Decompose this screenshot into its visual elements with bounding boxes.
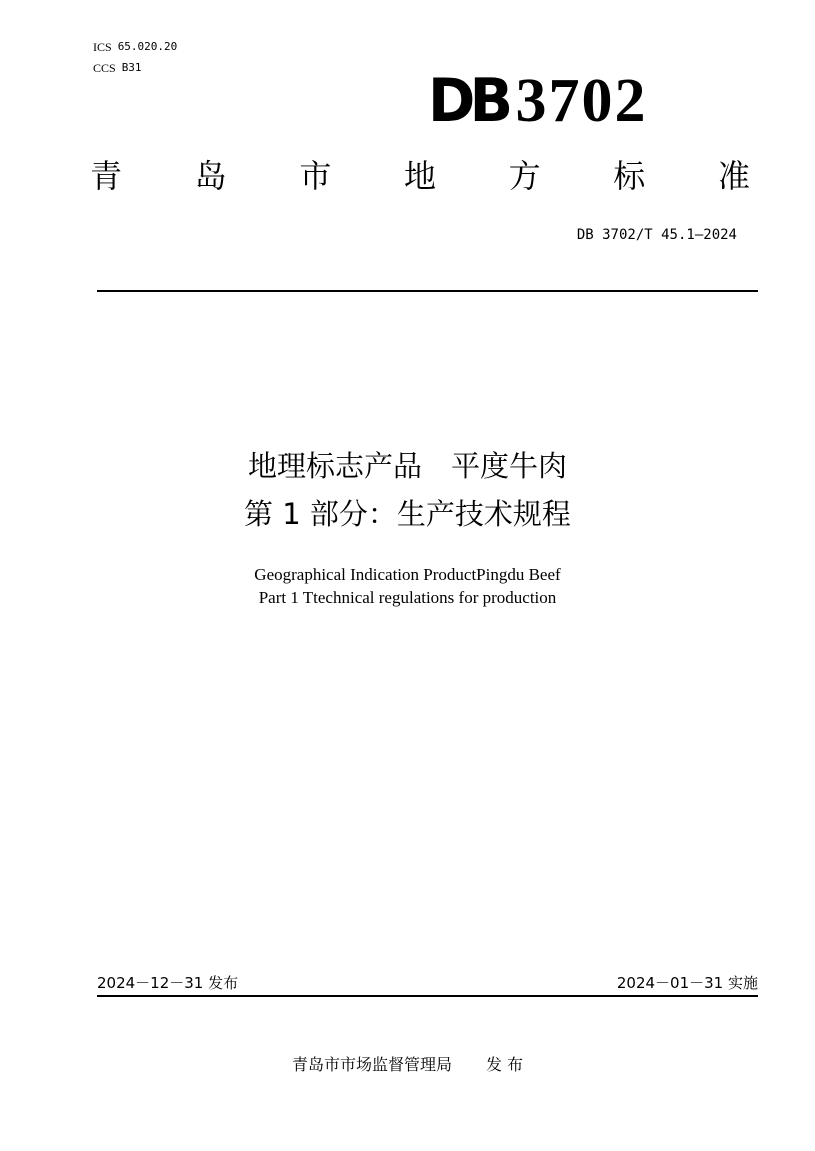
standard-type-char: 青	[90, 157, 123, 195]
title-en-line2: Part 1 Ttechnical regulations for production	[258, 588, 557, 607]
standard-type-char: 标	[613, 157, 646, 195]
implement-date: 2024－01－31 实施	[616, 974, 758, 992]
issuer-action: 发 布	[485, 1055, 524, 1074]
db-logo-letters: DB	[428, 66, 508, 136]
ics-value: 65.020.20	[117, 40, 178, 53]
issuer-name: 青岛市市场监督管理局	[291, 1055, 452, 1074]
ics-line	[93, 40, 177, 54]
title-cn-line2: 第 1 部分：生产技术规程	[244, 497, 571, 531]
header-divider	[97, 290, 758, 292]
standard-type-char: 地	[403, 157, 436, 195]
issuer	[0, 1054, 815, 1076]
ics-label: ICS	[93, 40, 112, 54]
ccs-line	[93, 61, 142, 75]
ccs-label: CCS	[93, 61, 116, 75]
standard-type-char: 准	[717, 157, 750, 195]
db-logo	[428, 66, 708, 136]
standard-type	[90, 156, 750, 196]
ccs-value: B31	[121, 61, 142, 74]
title-en-line1: Geographical Indication ProductPingdu Beef	[254, 565, 561, 584]
standard-type-char: 方	[508, 157, 541, 195]
db-logo-number: 3702	[515, 67, 648, 135]
publish-date: 2024－12－31 发布	[97, 974, 239, 992]
title-cn-line1: 地理标志产品 平度牛肉	[247, 449, 567, 483]
standard-type-char: 市	[299, 157, 332, 195]
standard-type-char: 岛	[194, 157, 227, 195]
footer-divider	[97, 995, 758, 997]
standard-code: DB 3702/T 45.1—2024	[576, 227, 737, 243]
